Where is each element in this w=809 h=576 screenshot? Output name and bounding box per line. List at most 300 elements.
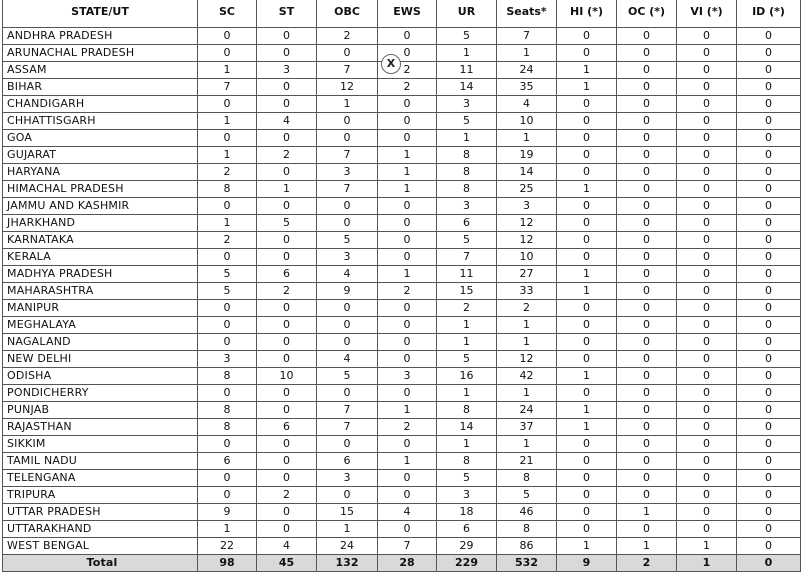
total-value: 2 — [617, 555, 677, 572]
seat-count-cell: 0 — [257, 249, 317, 266]
seat-count-cell: 0 — [677, 96, 737, 113]
state-name-cell: ASSAM — [3, 62, 198, 79]
seat-count-cell: 0 — [677, 385, 737, 402]
state-name-cell: WEST BENGAL — [3, 538, 198, 555]
seat-count-cell: 7 — [317, 147, 378, 164]
seat-count-cell: 0 — [557, 96, 617, 113]
seat-count-cell: 0 — [617, 283, 677, 300]
seat-count-cell: 1 — [557, 62, 617, 79]
total-value: 532 — [497, 555, 557, 572]
seat-count-cell: 0 — [737, 317, 801, 334]
seat-count-cell: 7 — [317, 181, 378, 198]
seat-count-cell: 0 — [677, 283, 737, 300]
seat-count-cell: 0 — [378, 385, 437, 402]
seat-count-cell: 8 — [437, 147, 497, 164]
seat-count-cell: 0 — [617, 181, 677, 198]
seat-count-cell: 5 — [437, 232, 497, 249]
seat-count-cell: 1 — [378, 402, 437, 419]
state-name-cell: MAHARASHTRA — [3, 283, 198, 300]
state-name-cell: CHANDIGARH — [3, 96, 198, 113]
seat-count-cell: 4 — [497, 96, 557, 113]
seat-count-cell: 1 — [378, 147, 437, 164]
seat-count-cell: 0 — [737, 538, 801, 555]
seat-count-cell: 1 — [677, 538, 737, 555]
seat-count-cell: 0 — [557, 453, 617, 470]
seat-count-cell: 5 — [198, 266, 257, 283]
seat-count-cell: 42 — [497, 368, 557, 385]
seat-count-cell: 8 — [198, 402, 257, 419]
seat-count-cell: 6 — [257, 419, 317, 436]
seat-count-cell: 0 — [557, 521, 617, 538]
seat-count-cell: 0 — [317, 436, 378, 453]
seat-count-cell: 0 — [557, 198, 617, 215]
seat-count-cell: 0 — [317, 113, 378, 130]
seat-count-cell: 46 — [497, 504, 557, 521]
seat-count-cell: 1 — [378, 453, 437, 470]
seat-count-cell: 5 — [437, 470, 497, 487]
seat-count-cell: 3 — [437, 198, 497, 215]
table-row — [3, 113, 801, 130]
seat-count-cell: 1 — [497, 334, 557, 351]
seat-count-cell: 0 — [317, 317, 378, 334]
seat-count-cell: 8 — [437, 402, 497, 419]
seat-count-cell: 8 — [198, 181, 257, 198]
seat-count-cell: 0 — [737, 283, 801, 300]
table-row — [3, 453, 801, 470]
total-row — [3, 555, 801, 572]
seat-count-cell: 0 — [257, 45, 317, 62]
seat-count-cell: 0 — [557, 436, 617, 453]
state-name-cell: PONDICHERRY — [3, 385, 198, 402]
seat-count-cell: 0 — [557, 249, 617, 266]
seat-count-cell: 0 — [677, 317, 737, 334]
seat-count-cell: 0 — [557, 45, 617, 62]
state-name-cell: CHHATTISGARH — [3, 113, 198, 130]
seat-count-cell: 0 — [198, 130, 257, 147]
total-value: 132 — [317, 555, 378, 572]
seat-count-cell: 5 — [257, 215, 317, 232]
seat-count-cell: 0 — [198, 385, 257, 402]
seat-count-cell: 3 — [257, 62, 317, 79]
seat-count-cell: 3 — [497, 198, 557, 215]
seat-count-cell: 24 — [317, 538, 378, 555]
seat-count-cell: 8 — [497, 470, 557, 487]
seat-count-cell: 0 — [198, 334, 257, 351]
seat-count-cell: 0 — [677, 45, 737, 62]
seat-count-cell: 16 — [437, 368, 497, 385]
table-row — [3, 351, 801, 368]
seat-count-cell: 1 — [378, 181, 437, 198]
table-row — [3, 96, 801, 113]
table-row — [3, 419, 801, 436]
table-row — [3, 28, 801, 45]
table-row — [3, 334, 801, 351]
seat-count-cell: 0 — [257, 317, 317, 334]
seat-count-cell: 0 — [617, 28, 677, 45]
seat-count-cell: 1 — [497, 45, 557, 62]
seat-count-cell: 0 — [617, 300, 677, 317]
table-row — [3, 385, 801, 402]
table-row — [3, 45, 801, 62]
state-name-cell: TAMIL NADU — [3, 453, 198, 470]
seat-count-cell: 1 — [437, 45, 497, 62]
seat-count-cell: 0 — [557, 504, 617, 521]
column-header: ST — [257, 0, 317, 28]
seat-count-cell: 0 — [317, 334, 378, 351]
seat-count-cell: 0 — [677, 266, 737, 283]
seat-count-cell: 0 — [677, 300, 737, 317]
seat-count-cell: 0 — [378, 96, 437, 113]
seat-count-cell: 0 — [617, 402, 677, 419]
seat-count-cell: 0 — [257, 504, 317, 521]
seat-count-cell: 0 — [737, 300, 801, 317]
state-name-cell: HARYANA — [3, 164, 198, 181]
seat-count-cell: 5 — [317, 368, 378, 385]
table-body — [3, 28, 801, 572]
seat-count-cell: 0 — [557, 487, 617, 504]
seat-count-cell: 8 — [198, 368, 257, 385]
seat-count-cell: 0 — [317, 487, 378, 504]
seat-count-cell: 0 — [198, 487, 257, 504]
seat-count-cell: 24 — [497, 402, 557, 419]
seat-count-cell: 1 — [378, 266, 437, 283]
seat-count-cell: 12 — [497, 215, 557, 232]
seat-count-cell: 0 — [617, 436, 677, 453]
seat-count-cell: 6 — [437, 521, 497, 538]
seat-count-cell: 0 — [737, 45, 801, 62]
seat-count-cell: 27 — [497, 266, 557, 283]
seat-count-cell: 0 — [557, 385, 617, 402]
table-row — [3, 130, 801, 147]
seat-count-cell: 0 — [617, 317, 677, 334]
seat-count-cell: 2 — [257, 283, 317, 300]
seat-count-cell: 0 — [737, 249, 801, 266]
seat-count-cell: 0 — [378, 249, 437, 266]
seat-count-cell: 0 — [617, 351, 677, 368]
seat-count-cell: 2 — [317, 28, 378, 45]
seat-count-cell: 7 — [317, 402, 378, 419]
seat-count-cell: 14 — [497, 164, 557, 181]
seat-count-cell: 0 — [557, 215, 617, 232]
table-row — [3, 266, 801, 283]
seat-count-cell: 1 — [617, 504, 677, 521]
seat-count-cell: 5 — [497, 487, 557, 504]
seat-count-cell: 5 — [317, 232, 378, 249]
seat-count-cell: 0 — [677, 79, 737, 96]
seat-count-cell: 0 — [617, 266, 677, 283]
state-name-cell: TELENGANA — [3, 470, 198, 487]
seat-count-cell: 0 — [737, 113, 801, 130]
seat-count-cell: 0 — [617, 419, 677, 436]
seat-count-cell: 5 — [437, 28, 497, 45]
seat-count-cell: 1 — [437, 436, 497, 453]
seat-count-cell: 0 — [677, 62, 737, 79]
seat-count-cell: 0 — [617, 521, 677, 538]
total-value: 0 — [737, 555, 801, 572]
total-value: 1 — [677, 555, 737, 572]
seat-count-cell: 5 — [437, 351, 497, 368]
table-row — [3, 402, 801, 419]
seat-count-cell: 12 — [317, 79, 378, 96]
seat-count-cell: 7 — [317, 62, 378, 79]
seat-count-cell: 0 — [257, 351, 317, 368]
seat-count-cell: 19 — [497, 147, 557, 164]
seat-count-cell: 2 — [257, 147, 317, 164]
seat-count-cell: 0 — [317, 215, 378, 232]
seat-count-cell: 0 — [737, 436, 801, 453]
seat-count-cell: 1 — [497, 385, 557, 402]
seat-count-cell: 0 — [737, 487, 801, 504]
seat-count-cell: 2 — [198, 164, 257, 181]
seat-count-cell: 5 — [437, 113, 497, 130]
seat-count-cell: 0 — [198, 470, 257, 487]
seat-count-cell: 3 — [198, 351, 257, 368]
seat-count-cell: 12 — [497, 232, 557, 249]
seat-count-cell: 1 — [198, 215, 257, 232]
seat-count-cell: 0 — [378, 45, 437, 62]
seat-count-cell: 0 — [257, 402, 317, 419]
seat-count-cell: 0 — [378, 351, 437, 368]
seat-count-cell: 0 — [677, 487, 737, 504]
state-name-cell: NAGALAND — [3, 334, 198, 351]
table-row — [3, 79, 801, 96]
seat-count-cell: 11 — [437, 266, 497, 283]
seat-count-cell: 4 — [378, 504, 437, 521]
total-value: 9 — [557, 555, 617, 572]
seat-count-cell: 1 — [557, 402, 617, 419]
state-name-cell: HIMACHAL PRADESH — [3, 181, 198, 198]
state-name-cell: MADHYA PRADESH — [3, 266, 198, 283]
seat-count-cell: 0 — [677, 181, 737, 198]
total-value: 45 — [257, 555, 317, 572]
close-icon[interactable]: X — [381, 54, 401, 74]
seat-count-cell: 0 — [257, 79, 317, 96]
state-name-cell: ANDHRA PRADESH — [3, 28, 198, 45]
seat-count-cell: 0 — [257, 470, 317, 487]
seat-count-cell: 0 — [557, 147, 617, 164]
seat-count-cell: 0 — [257, 28, 317, 45]
seat-count-cell: 2 — [257, 487, 317, 504]
seat-count-cell: 0 — [737, 215, 801, 232]
seat-count-cell: 0 — [677, 164, 737, 181]
column-header: UR — [437, 0, 497, 28]
seat-count-cell: 8 — [198, 419, 257, 436]
seat-count-cell: 0 — [378, 232, 437, 249]
seat-count-cell: 2 — [378, 283, 437, 300]
seat-count-cell: 1 — [497, 317, 557, 334]
seat-count-cell: 8 — [437, 453, 497, 470]
seat-count-cell: 0 — [617, 385, 677, 402]
column-header: OBC — [317, 0, 378, 28]
seat-count-cell: 0 — [257, 164, 317, 181]
seat-count-cell: 15 — [437, 283, 497, 300]
total-value: 98 — [198, 555, 257, 572]
seat-count-cell: 7 — [317, 419, 378, 436]
seat-count-cell: 1 — [557, 419, 617, 436]
table-row — [3, 521, 801, 538]
seat-count-cell: 0 — [198, 45, 257, 62]
seat-count-cell: 0 — [737, 368, 801, 385]
seat-count-cell: 1 — [317, 96, 378, 113]
seat-count-cell: 0 — [737, 147, 801, 164]
seat-count-cell: 0 — [378, 521, 437, 538]
state-name-cell: GOA — [3, 130, 198, 147]
seat-count-cell: 0 — [378, 113, 437, 130]
seat-count-cell: 2 — [378, 419, 437, 436]
seat-count-cell: 1 — [557, 266, 617, 283]
seat-count-cell: 0 — [198, 300, 257, 317]
seat-count-cell: 0 — [257, 385, 317, 402]
seat-count-cell: 0 — [617, 113, 677, 130]
seat-count-cell: 0 — [737, 164, 801, 181]
header-row — [3, 0, 801, 28]
seat-count-cell: 0 — [317, 45, 378, 62]
seat-count-cell: 0 — [617, 487, 677, 504]
seat-count-cell: 0 — [737, 28, 801, 45]
seat-count-cell: 0 — [737, 521, 801, 538]
table-row — [3, 181, 801, 198]
seat-count-cell: 0 — [617, 453, 677, 470]
seat-count-cell: 0 — [677, 198, 737, 215]
table-row — [3, 164, 801, 181]
state-name-cell: MANIPUR — [3, 300, 198, 317]
seat-count-cell: 0 — [557, 470, 617, 487]
seat-count-cell: 0 — [198, 28, 257, 45]
table-row — [3, 62, 801, 79]
seat-count-cell: 0 — [677, 147, 737, 164]
seat-count-cell: 7 — [497, 28, 557, 45]
seat-count-cell: 0 — [677, 436, 737, 453]
state-name-cell: UTTARAKHAND — [3, 521, 198, 538]
seat-count-cell: 0 — [557, 334, 617, 351]
seat-count-cell: 0 — [378, 28, 437, 45]
seat-count-cell: 0 — [198, 198, 257, 215]
seat-count-cell: 0 — [198, 436, 257, 453]
seat-count-cell: 7 — [378, 538, 437, 555]
seat-count-cell: 0 — [378, 436, 437, 453]
seat-count-cell: 0 — [737, 79, 801, 96]
column-header: VI (*) — [677, 0, 737, 28]
seat-count-cell: 0 — [378, 334, 437, 351]
total-label: Total — [3, 555, 198, 572]
seat-count-cell: 1 — [557, 181, 617, 198]
table-row — [3, 487, 801, 504]
seat-count-cell: 0 — [677, 521, 737, 538]
seat-count-cell: 10 — [497, 249, 557, 266]
seat-count-cell: 0 — [257, 521, 317, 538]
seat-count-cell: 22 — [198, 538, 257, 555]
seat-count-cell: 3 — [437, 487, 497, 504]
table-row — [3, 249, 801, 266]
seat-count-cell: 21 — [497, 453, 557, 470]
seat-count-cell: 0 — [737, 402, 801, 419]
seat-count-cell: 6 — [437, 215, 497, 232]
seat-count-cell: 0 — [677, 334, 737, 351]
state-name-cell: PUNJAB — [3, 402, 198, 419]
seat-count-cell: 0 — [378, 215, 437, 232]
seat-count-cell: 0 — [617, 215, 677, 232]
seat-count-cell: 0 — [617, 249, 677, 266]
seat-count-cell: 0 — [378, 300, 437, 317]
seat-count-cell: 10 — [257, 368, 317, 385]
table-row — [3, 504, 801, 521]
seat-count-cell: 10 — [497, 113, 557, 130]
seat-count-cell: 0 — [737, 232, 801, 249]
seat-count-cell: 18 — [437, 504, 497, 521]
seat-count-cell: 0 — [317, 198, 378, 215]
seat-count-cell: 0 — [737, 453, 801, 470]
total-value: 229 — [437, 555, 497, 572]
seat-count-cell: 0 — [378, 470, 437, 487]
table-row — [3, 470, 801, 487]
seat-count-cell: 0 — [557, 130, 617, 147]
seat-count-cell: 0 — [737, 351, 801, 368]
seat-count-cell: 0 — [557, 317, 617, 334]
seat-count-cell: 0 — [257, 232, 317, 249]
seat-count-cell: 8 — [437, 181, 497, 198]
seat-count-cell: 9 — [198, 504, 257, 521]
seat-count-cell: 3 — [437, 96, 497, 113]
state-name-cell: ODISHA — [3, 368, 198, 385]
column-header: STATE/UT — [3, 0, 198, 28]
seat-count-cell: 3 — [317, 249, 378, 266]
seat-count-cell: 0 — [557, 300, 617, 317]
seat-count-cell: 1 — [557, 538, 617, 555]
seat-count-cell: 0 — [617, 164, 677, 181]
seat-count-cell: 0 — [378, 487, 437, 504]
seat-count-cell: 0 — [257, 198, 317, 215]
seat-count-cell: 35 — [497, 79, 557, 96]
seat-count-cell: 4 — [257, 113, 317, 130]
seat-count-cell: 0 — [677, 232, 737, 249]
seat-count-cell: 2 — [378, 79, 437, 96]
seat-count-cell: 0 — [677, 215, 737, 232]
seat-count-cell: 1 — [497, 130, 557, 147]
seat-count-cell: 0 — [198, 96, 257, 113]
seat-count-cell: 1 — [557, 79, 617, 96]
seat-count-cell: 2 — [437, 300, 497, 317]
seat-count-cell: 6 — [257, 266, 317, 283]
seat-count-cell: 0 — [617, 130, 677, 147]
seat-count-cell: 0 — [737, 181, 801, 198]
column-header: OC (*) — [617, 0, 677, 28]
seat-count-cell: 3 — [378, 368, 437, 385]
seat-count-cell: 0 — [378, 317, 437, 334]
seat-count-cell: 0 — [737, 419, 801, 436]
seat-count-cell: 0 — [557, 113, 617, 130]
state-name-cell: KERALA — [3, 249, 198, 266]
seat-count-cell: 0 — [737, 334, 801, 351]
seat-count-cell: 0 — [677, 402, 737, 419]
seat-count-cell: 4 — [257, 538, 317, 555]
seat-count-cell: 0 — [257, 334, 317, 351]
seat-count-cell: 14 — [437, 419, 497, 436]
seat-count-cell: 3 — [317, 470, 378, 487]
seat-count-cell: 0 — [617, 232, 677, 249]
seat-count-cell: 0 — [617, 79, 677, 96]
seat-count-cell: 0 — [617, 368, 677, 385]
column-header: ID (*) — [737, 0, 801, 28]
state-name-cell: JAMMU AND KASHMIR — [3, 198, 198, 215]
state-name-cell: GUJARAT — [3, 147, 198, 164]
seat-count-cell: 0 — [737, 130, 801, 147]
seat-count-cell: 1 — [437, 334, 497, 351]
table-row — [3, 317, 801, 334]
seat-count-cell: 0 — [317, 130, 378, 147]
seat-count-cell: 0 — [677, 351, 737, 368]
seat-count-cell: 0 — [677, 28, 737, 45]
seat-count-cell: 1 — [437, 317, 497, 334]
